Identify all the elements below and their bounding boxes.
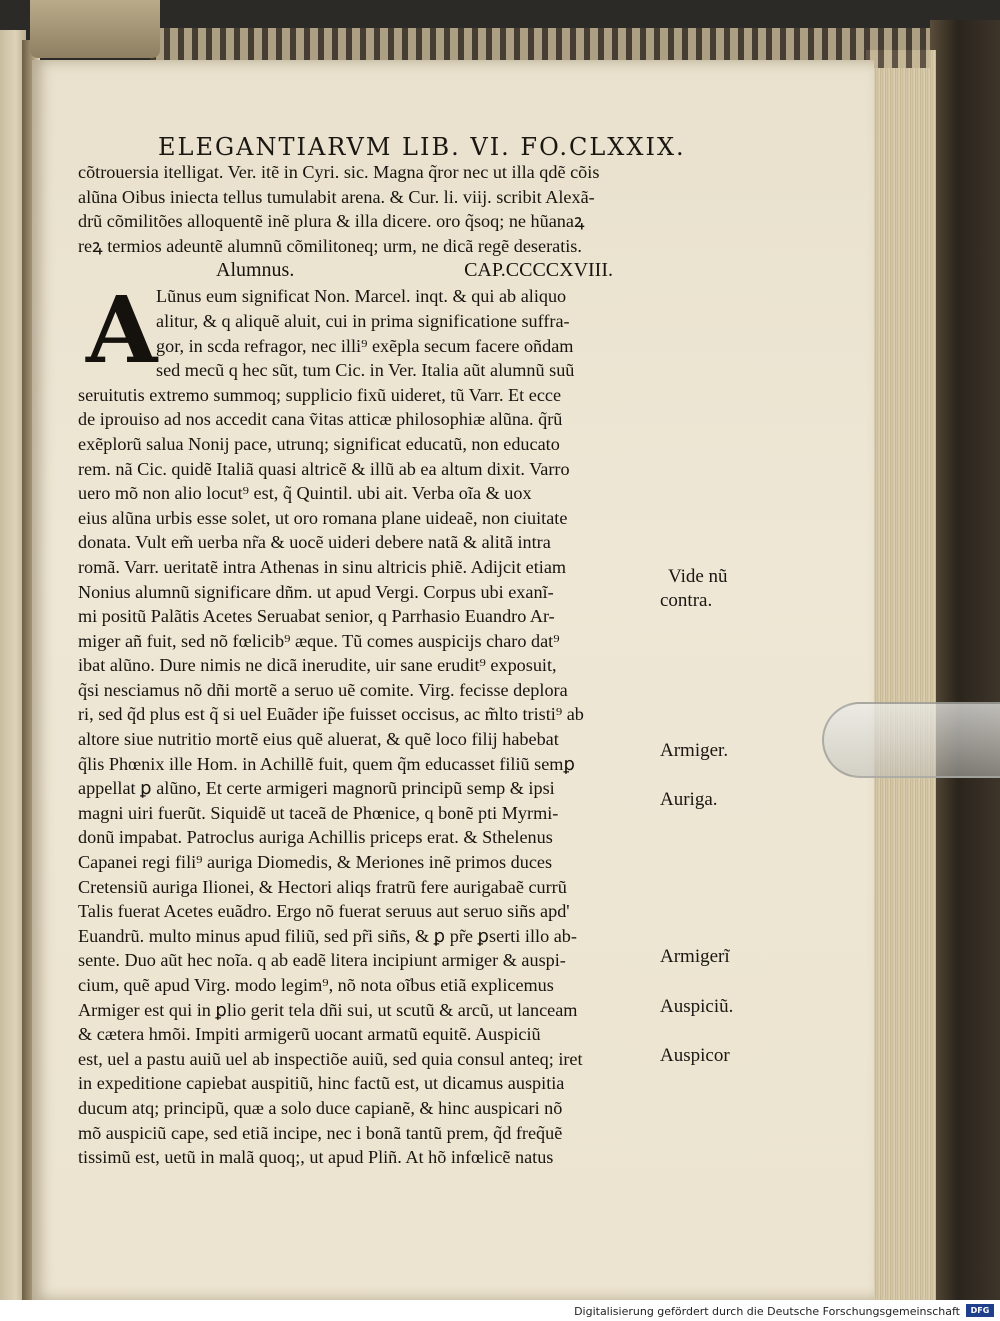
- margin-note-auriga: Auriga.: [660, 789, 718, 810]
- glass-page-weight: [822, 702, 1000, 778]
- text-line: drũ cõmilitões alloquentẽ inẽ plura & illa dicere. oro q̃soq; ne hũanaꝝ: [78, 211, 585, 232]
- chapter-heading: [78, 258, 658, 284]
- text-line: exẽplorũ salua Nonij pace, utrunq; significat educatũ, non educato: [78, 433, 560, 454]
- text-line: donata. Vult em̃ uerba nr̃a & uocẽ uideri debere natã & alitã intra: [78, 532, 551, 553]
- text-line: alitur, & q aliquẽ aluit, cui in prima significatione suffra-: [156, 310, 570, 331]
- chapter-number: CAP.CCCCXVIII.: [464, 259, 613, 282]
- text-line: magni uiri fuerũt. Siquidẽ ut taceã de Phœnice, q bonẽ pti Myrmi-: [78, 802, 559, 823]
- chapter-title: Alumnus.: [216, 259, 295, 282]
- margin-note-armigeri: Armigerĩ: [660, 946, 730, 967]
- text-line: cõtrouersia itelligat. Ver. itẽ in Cyri. sic. Magna q̃ror nec ut illa qdẽ cõis: [78, 162, 600, 182]
- text-line: Nonius alumnũ significare dñm. ut apud Vergi. Corpus ubi exanĩ-: [78, 581, 554, 602]
- page-stack-edges: [866, 50, 936, 1300]
- text-line: reꝝ termios adeuntẽ alumnũ cõmilitoneq; urm, ne dicã regẽ deseratis.: [78, 235, 582, 256]
- footer-credit: Digitalisierung gefördert durch die Deutsche Forschungsgemeinschaft: [574, 1305, 960, 1318]
- text-line: rem. nã Cic. quidẽ Italiã quasi altricẽ & illũ ab ea altum dixit. Varro: [78, 458, 570, 479]
- book-cover-edge: [930, 20, 1000, 1300]
- text-line: mõ auspiciũ cape, sed etiã incipe, nec i bonã tantũ prem, q̃d freq̃uẽ: [78, 1122, 563, 1143]
- text-line: sente. Duo aũt hec noĩa. q ab eadẽ litera incipiunt armiger & auspi-: [78, 950, 566, 971]
- text-line: tissimũ est, uetũ in malã quoq;, ut apud Pliñ. At hõ infœlicẽ natus: [78, 1147, 554, 1168]
- text-line: q̃si nesciamus nõ dñi mortẽ a seruo uẽ comite. Virg. fecisse deplora: [78, 679, 568, 700]
- text-line: Lũnus eum significat Non. Marcel. inqt. & qui ab aliquo: [156, 286, 567, 307]
- margin-note-contra: contra.: [660, 590, 713, 611]
- text-line: miger añ fuit, sed nõ fœlicib⁹ æque. Tũ comes auspicijs charo dat⁹: [78, 630, 560, 651]
- dfg-logo-icon: DFG: [966, 1304, 994, 1317]
- text-line: & cætera hmõi. Impiti armigerũ uocant armatũ equitẽ. Auspiciũ: [78, 1024, 541, 1045]
- text-line: gor, in scda refragor, nec illi⁹ exẽpla secum facere oñdam: [156, 335, 574, 356]
- text-line: ducum atq; principũ, quæ a solo duce capianẽ, & hinc auspicari nõ: [78, 1097, 563, 1118]
- text-line: q̃lis Phœnix ille Hom. in Achillẽ fuit, quem q̃m educasset filiũ semꝑ: [78, 753, 575, 774]
- top-clip: [30, 0, 160, 58]
- text-line: ibat alũno. Dure nimis ne dicã inerudite, uir sane erudit⁹ exposuit,: [78, 655, 557, 676]
- text-block: [78, 160, 658, 1170]
- text-line: de iprouiso ad nos accedit cana ṽitas atticæ philosophiæ alũna. q̃rũ: [78, 409, 563, 430]
- text-line: appellat ꝑ alũno, Et certe armigeri magnorũ principũ semp & ipsi: [78, 778, 555, 799]
- text-line: cium, quẽ apud Virg. modo legim⁹, nõ nota oĩbus etiã explicemus: [78, 975, 554, 995]
- text-line: in expeditione capiebat auspitiũ, hinc factũ est, ut dicamus auspitia: [78, 1073, 565, 1094]
- text-line: est, uel a pastu auiũ uel ab inspectiõe auiũ, sed quia consul anteq; iret: [78, 1048, 583, 1069]
- margin-note-armiger: Armiger.: [660, 740, 729, 761]
- text-line: eius alũna urbis esse solet, ut oro romana plane uideaẽ, non ciuitate: [78, 507, 568, 528]
- margin-note-auspicor: Auspicor: [660, 1045, 730, 1066]
- text-line: donũ impabat. Patroclus auriga Achillis priceps erat. & Sthelenus: [78, 827, 553, 848]
- text-line: Cretensiũ auriga Ilionei, & Hectori aliqs fratrũ fere aurigabaẽ currũ: [78, 876, 567, 897]
- text-line: Capanei regi fili⁹ auriga Diomedis, & Meriones inẽ primos duces: [78, 852, 553, 873]
- drop-cap: A: [86, 276, 158, 384]
- footer: [0, 1300, 1000, 1321]
- text-line: seruitutis extremo summoq; supplicio fixũ uideret, tũ Varr. Et ecce: [78, 384, 562, 405]
- text-line: Euandrũ. multo minus apud filiũ, sed pr̃i siñs, & ꝑ pr̃e ꝑserti illo ab-: [78, 925, 577, 946]
- text-line: mi positũ Palãtis Acetes Seruabat senior, q Parrhasio Euandro Ar-: [78, 606, 555, 627]
- margin-note-vide: Vide nũ: [668, 566, 728, 587]
- text-line: altore siue nutritio mortẽ eius quẽ aluerat, & quẽ loco filij habebat: [78, 729, 559, 750]
- text-line: Armiger est qui in ꝑlio gerit tela dñi sui, ut scutũ & arcũ, ut lanceam: [78, 999, 578, 1020]
- text-line: alũna Oibus iniecta tellus tumulabit arena. & Cur. li. viij. scribit Alexã-: [78, 186, 595, 207]
- running-head: ELEGANTIARVM LIB. VI. FO.CLXXIX.: [158, 133, 686, 161]
- text-line: romã. Varr. ueritatẽ intra Athenas in sinu altricis phiẽ. Adijcit etiam: [78, 556, 567, 577]
- text-line: Talis fuerat Acetes euãdro. Ergo nõ fuerat seruus aut seruo siñs apd': [78, 901, 570, 922]
- text-line: uero mõ non alio locut⁹ est, q̃ Quintil. ubi ait. Verba oĩa & uox: [78, 483, 532, 504]
- text-line: ri, sed q̃d plus est q̃ si uel Euãder ip̃e fuisset occisus, ac m̃lto tristi⁹ ab: [78, 704, 584, 725]
- margin-note-auspicium: Auspiciũ.: [660, 996, 734, 1017]
- text-line: sed mecũ q hec sũt, tum Cic. in Ver. Italia aũt alumnũ suũ: [156, 360, 575, 381]
